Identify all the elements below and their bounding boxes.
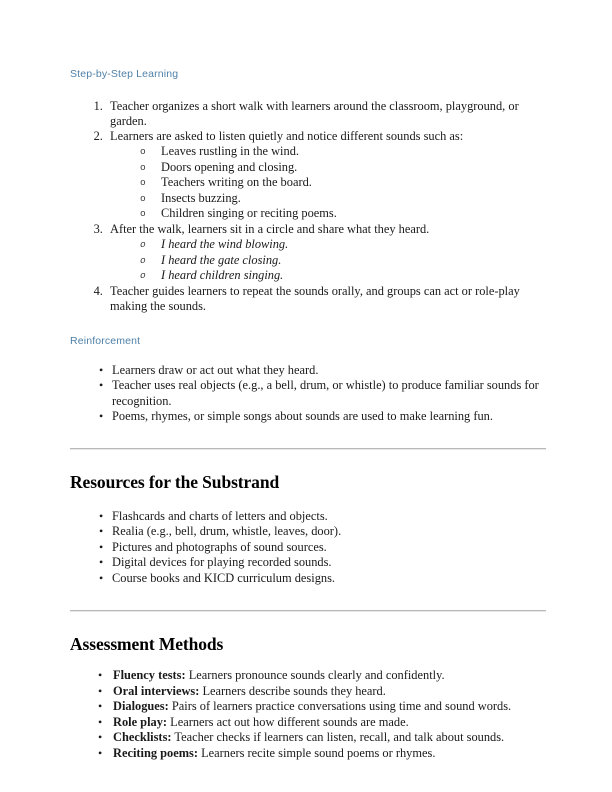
step-text: Teacher guides learners to repeat the sounds orally, and groups can act or role-play making the sounds. [110, 283, 520, 313]
heading-resources-for-the-substrand: Resources for the Substrand [70, 471, 280, 492]
assessment-label: Role play: [113, 714, 168, 729]
list-item: • Digital devices for playing recorded sounds. [99, 555, 546, 571]
list-item [106, 222, 546, 284]
assessment-label: Oral interviews: [113, 683, 200, 698]
list-item [98, 730, 546, 746]
spacer [70, 493, 546, 509]
step-by-step-list [70, 99, 546, 315]
spacer [70, 425, 546, 448]
assessment-text: Learners describe sounds they heard. [199, 683, 386, 698]
list-item: • Realia (e.g., bell, drum, whistle, leaves, door). [99, 524, 546, 540]
list-item [98, 715, 546, 731]
heading-assessment-methods: Assessment Methods [70, 634, 224, 655]
step-sub-list-quotes [110, 237, 546, 284]
spacer [70, 612, 546, 634]
heading-step-by-step-learning: Step-by-Step Learning [70, 68, 179, 80]
assessment-text: Pairs of learners practice conversations using time and sound words. [168, 699, 512, 714]
assessment-text: Learners recite simple sound poems or rhymes. [198, 745, 436, 760]
spacer [70, 586, 546, 610]
assessment-label: Fluency tests: [113, 668, 186, 683]
heading-reinforcement: Reinforcement [70, 335, 141, 348]
list-item: o I heard the wind blowing. [140, 237, 546, 253]
resources-list [70, 509, 546, 587]
list-item [98, 684, 546, 700]
list-item [106, 99, 546, 130]
list-item: • Flashcards and charts of letters and objects. [99, 509, 546, 525]
assessment-label: Reciting poems: [113, 745, 198, 760]
spacer [70, 82, 546, 99]
list-item: o Teachers writing on the board. [140, 175, 546, 191]
assessment-label: Dialogues: [113, 699, 169, 714]
spacer [70, 314, 546, 335]
list-item [106, 284, 546, 315]
list-item: o Leaves rustling in the wind. [140, 144, 546, 160]
reinforcement-list [70, 363, 546, 425]
list-item [106, 129, 546, 222]
spacer [70, 349, 546, 363]
list-item [98, 668, 546, 684]
assessment-text: Learners act out how different sounds are made. [167, 714, 409, 729]
assessment-methods-list [70, 668, 546, 761]
list-item: • Teacher uses real objects (e.g., a bell, drum, or whistle) to produce familiar sounds for recognition. [99, 378, 546, 409]
step-text: After the walk, learners sit in a circle and share what they heard. [110, 221, 430, 236]
assessment-text: Learners pronounce sounds clearly and confidently. [185, 668, 445, 683]
step-text: Teacher organizes a short walk with learners around the classroom, playground, or garden. [110, 98, 519, 128]
spacer [70, 450, 546, 472]
list-item: o Insects buzzing. [140, 191, 546, 207]
step-text: Learners are asked to listen quietly and notice different sounds such as: [110, 129, 464, 144]
list-item: • Course books and KICD curriculum designs. [99, 571, 546, 587]
assessment-text: Teacher checks if learners can listen, recall, and talk about sounds. [171, 730, 505, 745]
spacer [70, 655, 546, 668]
document-content [70, 68, 546, 761]
list-item: o I heard children singing. [140, 268, 546, 284]
list-item [98, 746, 546, 762]
list-item: o Doors opening and closing. [140, 160, 546, 176]
list-item: o I heard the gate closing. [140, 253, 546, 269]
list-item [98, 699, 546, 715]
assessment-label: Checklists: [113, 730, 172, 745]
list-item: • Pictures and photographs of sound sources. [99, 540, 546, 556]
list-item: • Poems, rhymes, or simple songs about sounds are used to make learning fun. [99, 409, 546, 425]
list-item: o Children singing or reciting poems. [140, 206, 546, 222]
list-item: • Learners draw or act out what they heard. [99, 363, 546, 379]
step-sub-list [110, 144, 546, 222]
